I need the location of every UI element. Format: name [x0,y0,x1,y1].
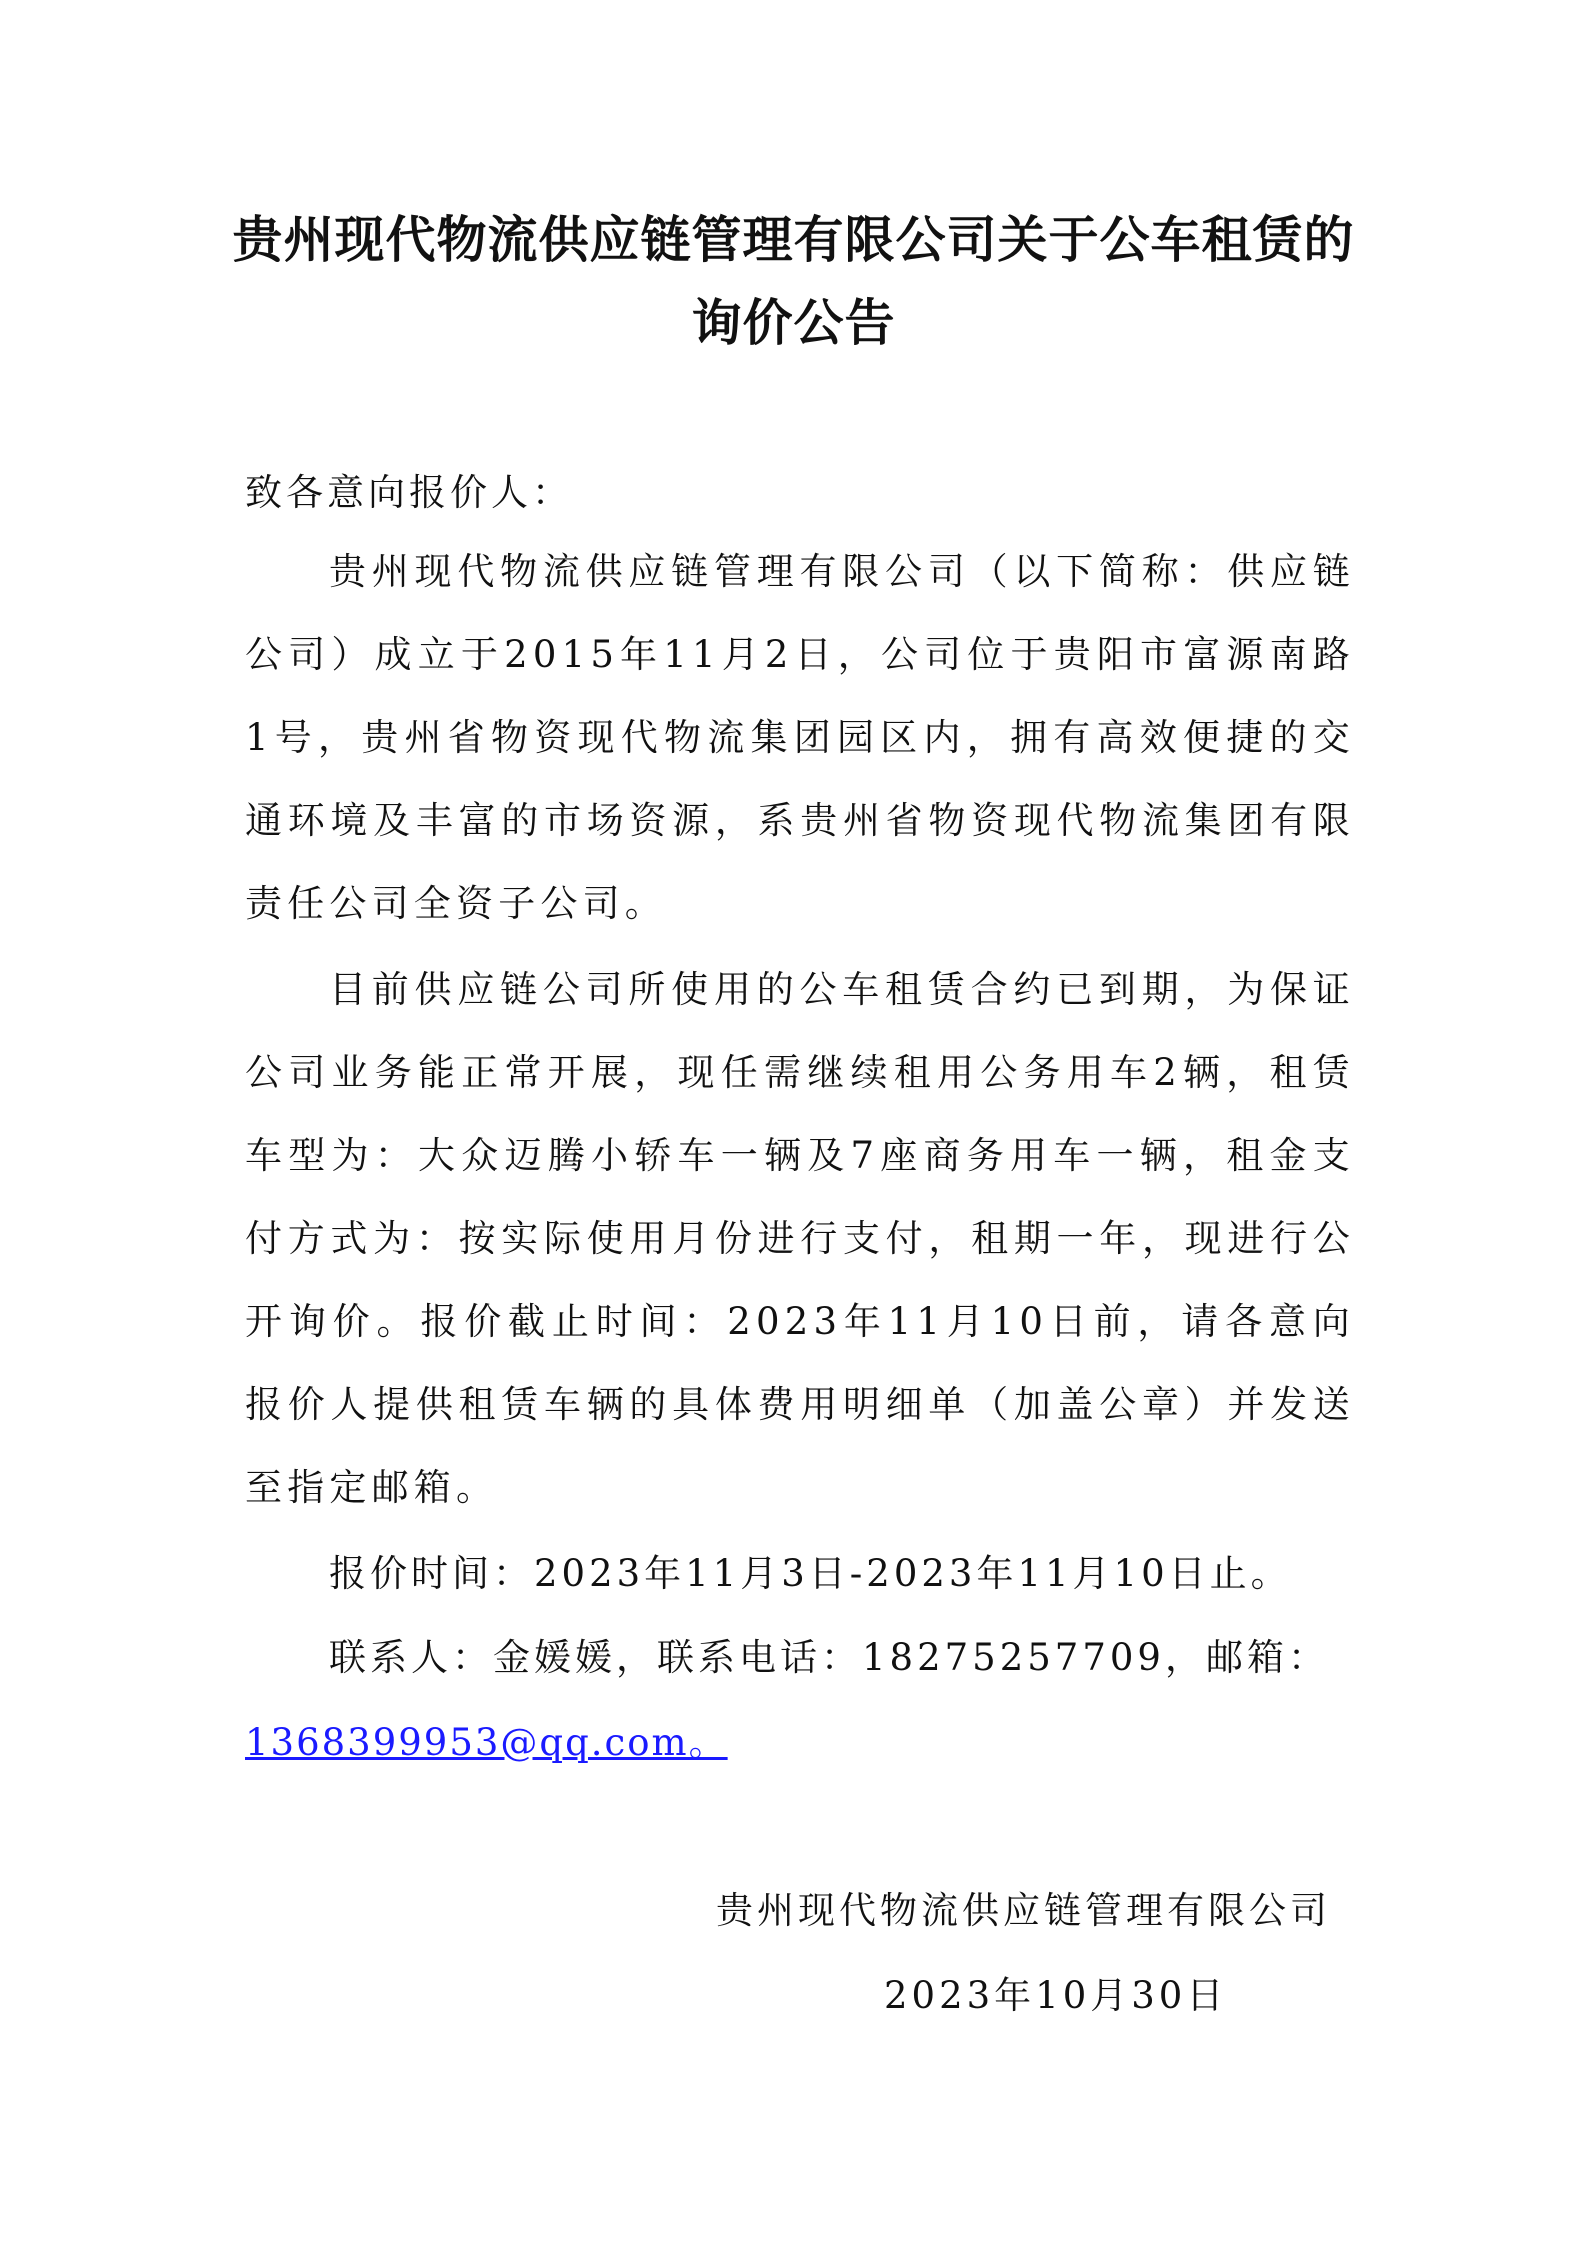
greeting: 致各意向报价人： [245,471,573,514]
paragraph-company-intro: 贵州现代物流供应链管理有限公司（以下简称：供应链公司）成立于2015年11月2日，公司位于贵阳市富源南路1号，贵州省物资现代物流集团园区内，拥有高效便捷的交通环境及丰富的市场资源，系贵州省物资现代物流集团有限责任公司全资子公司。 [245,550,1355,925]
quote-time: 报价时间：2023年11月3日-2023年11月10日止。 [329,1552,1292,1595]
document-title-line-2: 询价公告 [691,294,896,352]
signature-date: 2023年10月30日 [884,1974,1228,2017]
contact-info: 联系人：金媛媛，联系电话：18275257709，邮箱： [329,1636,1329,1679]
paragraph-rental-details: 目前供应链公司所使用的公车租赁合约已到期，为保证公司业务能正常开展，现任需继续租用公务用车2辆，租赁车型为：大众迈腾小轿车一辆及7座商务用车一辆，租金支付方式为：按实际使用月份进行支付，租期一年，现进行公开询价。报价截止时间：2023年11月10日前，请各意向报价人提供租赁车辆的具体费用明细单（加盖公章）并发送至指定邮箱。 [245,968,1355,1509]
email-link[interactable]: 1368399953@qq.com。 [245,1721,728,1764]
signature-company: 贵州现代物流供应链管理有限公司 [716,1889,1331,1932]
document-title-line-1: 贵州现代物流供应链管理有限公司关于公车租赁的 [232,211,1355,269]
